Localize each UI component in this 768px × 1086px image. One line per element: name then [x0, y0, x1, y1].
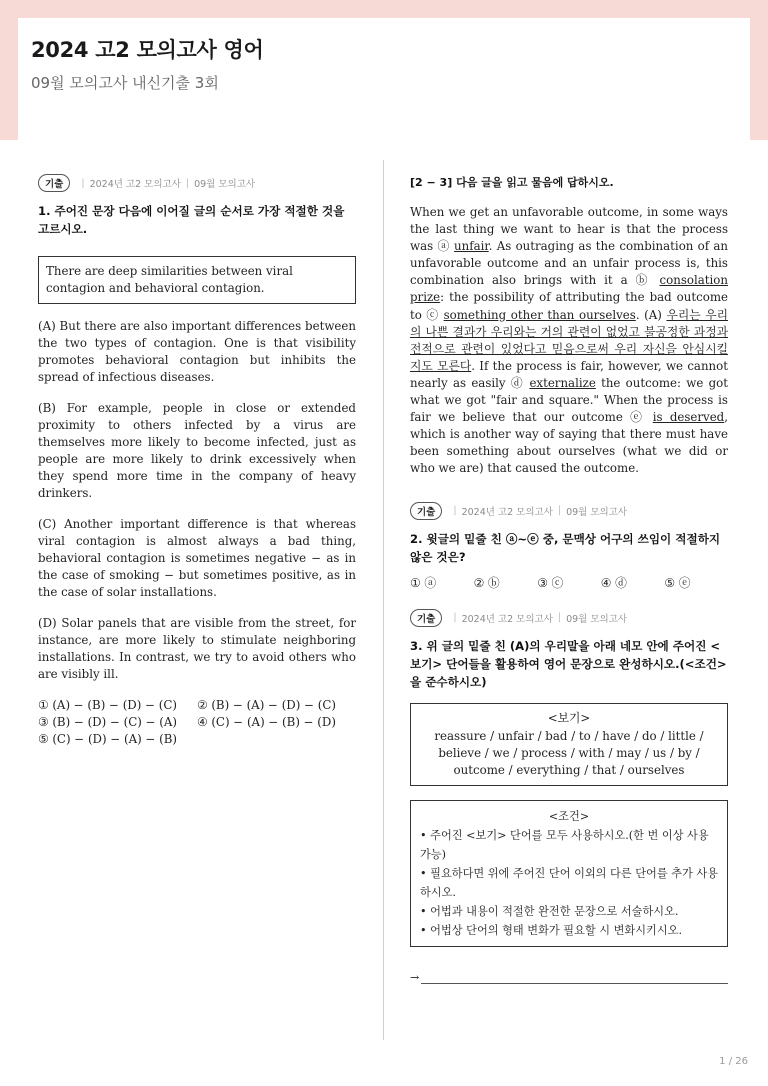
q1-paragraph-a: (A) But there are also important differences between the two types of contagion. One is that visibility promotes behavioral contagion but inhibits the spread of infectious diseases.	[38, 319, 356, 384]
condition-item: • 주어진 <보기> 단어를 모두 사용하시오.(한 번 이상 사용 가능)	[420, 828, 709, 861]
column-divider	[383, 160, 384, 1040]
source-tag: 기출	[410, 609, 442, 627]
choice-2[interactable]: ② (B) − (A) − (D) − (C)	[197, 698, 336, 712]
passage-segment: When we get an unfavorable outcome, in some ways the last thing we want to hear is that the process was ⓐ	[410, 205, 728, 254]
condition-item: • 어법과 내용이 적절한 완전한 문장으로 서술하시오.	[420, 904, 679, 918]
q1-paragraph-b: (B) For example, people in close or extended proximity to others infected by a virus are themselves more likely to become infected, just as people are more likely to drink excessively when they spend more time in the company of heavy drinkers.	[38, 401, 356, 500]
q1-paragraph-c: (C) Another important difference is that whereas viral contagion is almost always a bad thing, behavioral contagion is sometimes negative − as in the case of smoking − but sometimes positive, as in the case of solar installations.	[38, 517, 356, 599]
source-month: 09월 모의고사	[194, 179, 256, 190]
arrow-icon: →	[410, 970, 420, 984]
choice-4[interactable]: ④ ⓓ	[600, 575, 627, 590]
separator: |	[81, 177, 85, 189]
page-subtitle: 09월 모의고사 내신기출 3회	[31, 74, 219, 92]
source-year: 2024년 고2 모의고사	[461, 506, 553, 518]
bogi-box	[410, 703, 728, 786]
passage-segment: . (A)	[635, 307, 667, 322]
q1-source	[38, 174, 356, 192]
underlined-a: unfair	[454, 239, 489, 254]
answer-rule[interactable]	[421, 974, 728, 984]
source-year: 2024년 고2 모의고사	[89, 179, 181, 190]
page-number: 1 / 26	[719, 1056, 748, 1067]
q1-given-sentence: There are deep similarities between viral contagion and behavioral contagion.	[38, 256, 356, 304]
choice-3[interactable]: ③ (B) − (D) − (C) − (A)	[38, 715, 177, 729]
passage-segment: . If the process is fair, however, we cannot nearly as easily ⓓ	[410, 358, 728, 390]
q1-title: 1. 주어진 문장 다음에 이어질 글의 순서로 가장 적절한 것을 고르시오.	[38, 204, 345, 236]
passage-segment: : the possibility of attributing the bad outcome to ⓒ	[410, 290, 728, 322]
choice-5[interactable]: ⑤ (C) − (D) − (A) − (B)	[38, 732, 177, 746]
q2-source	[410, 502, 728, 520]
passage-segment: the outcome: we got what we got "fair and square." When the process is fair we believe that our outcome ⓔ	[410, 375, 728, 425]
separator: |	[185, 177, 190, 189]
passage-segment: . As outraging as the combination of an unfavorable outcome and an unfair process is, this combination also brings with it a ⓑ	[410, 239, 729, 288]
source-month: 09월 모의고사	[566, 613, 628, 625]
source-month: 09월 모의고사	[566, 506, 628, 518]
conditions-box	[410, 800, 728, 947]
separator: |	[453, 505, 457, 516]
bogi-title: <보기>	[547, 710, 591, 725]
underlined-c: something other than ourselves	[443, 307, 636, 322]
choice-2[interactable]: ② ⓑ	[473, 575, 500, 590]
underlined-d: externalize	[529, 375, 596, 390]
q3-source	[410, 609, 728, 627]
choice-1[interactable]: ① ⓐ	[410, 575, 437, 590]
underlined-korean-a: 우리는 우리의 나쁜 결과가 우리와는 거의 관련이 없었고 불공정한 과정과 전적으로 관련이 있었다고 믿음으로써 우리 자신을 안심시킬지도 모른다	[410, 307, 728, 373]
separator: |	[453, 612, 457, 623]
answer-line[interactable]	[410, 971, 728, 984]
left-column	[38, 174, 356, 748]
source-year: 2024년 고2 모의고사	[461, 613, 553, 625]
underlined-e: is deserved	[652, 410, 725, 425]
q1-choices	[38, 697, 356, 748]
passage-text	[410, 204, 728, 478]
source-tag: 기출	[410, 502, 442, 520]
separator: |	[557, 505, 562, 516]
q3-title: 3. 위 글의 밑줄 친 (A)의 우리말을 아래 네모 안에 주어진 <보기> 단어들을 활용하여 영어 문장으로 완성하시오.(<조건>을 준수하시오)	[410, 638, 727, 689]
passage-instruction: [2 − 3] 다음 글을 읽고 물음에 답하시오.	[410, 176, 614, 189]
choice-4[interactable]: ④ (C) − (A) − (B) − (D)	[197, 715, 336, 729]
condition-item: • 어법상 단어의 형태 변화가 필요할 시 변화시키시오.	[420, 923, 682, 937]
condition-item: • 필요하다면 위에 주어진 단어 이외의 다른 단어를 추가 사용하시오.	[420, 866, 718, 899]
page-title: 2024 고2 모의고사 영어	[31, 38, 264, 62]
bogi-words: reassure / unfair / bad / to / have / do / little / believe / we / process / with / may / us / by / outcome / everything / that / ourselves	[434, 728, 704, 777]
right-column	[410, 174, 728, 984]
choice-1[interactable]: ① (A) − (B) − (D) − (C)	[38, 698, 177, 712]
q1-paragraph-d: (D) Solar panels that are visible from the street, for instance, are more likely to stimulate neighboring installations. In contrast, we try to avoid others who are visibly ill.	[38, 616, 356, 681]
conditions-title: <조건>	[548, 809, 590, 823]
source-tag: 기출	[38, 174, 70, 192]
passage-segment: , which is another way of saying that there must have been something about ourselves (what we did or who we are) that caused the outcome.	[410, 410, 728, 476]
q2-title: 2. 윗글의 밑줄 친 ⓐ~ⓔ 중, 문맥상 어구의 쓰임이 적절하지 않은 것은?	[410, 531, 721, 564]
choice-5[interactable]: ⑤ ⓔ	[664, 575, 691, 590]
underlined-b: consolation prize	[410, 273, 728, 305]
separator: |	[557, 612, 562, 623]
choice-3[interactable]: ③ ⓒ	[537, 575, 564, 590]
q2-choices	[410, 574, 728, 591]
